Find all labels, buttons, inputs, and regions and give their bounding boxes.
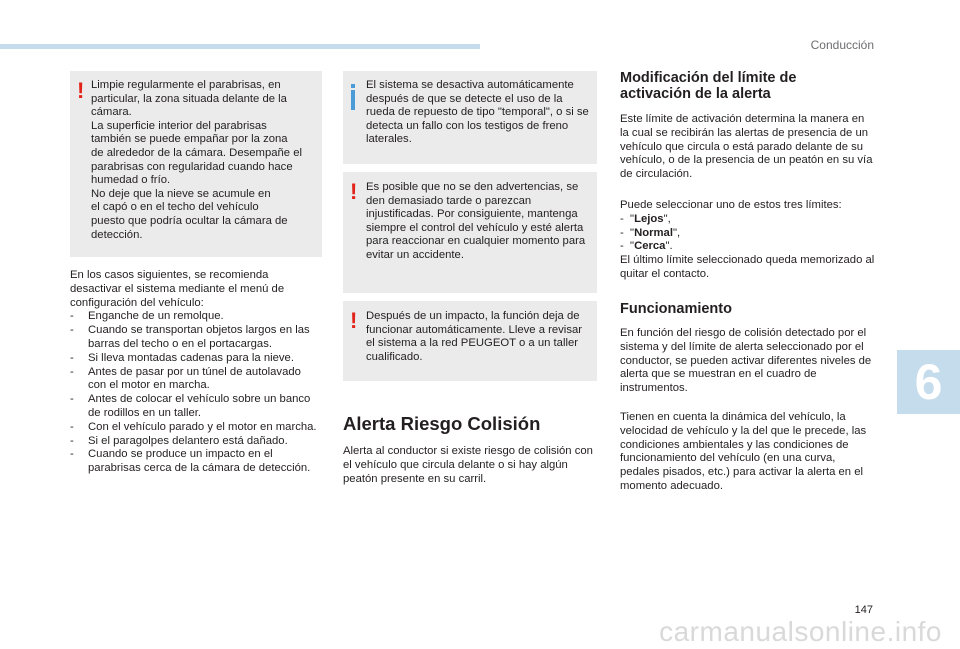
chapter-tab: 6 bbox=[897, 350, 960, 414]
section-title: Conducción bbox=[810, 38, 874, 52]
watermark: carmanualsonline.info bbox=[659, 616, 942, 647]
limit-normal: Normal bbox=[634, 226, 673, 239]
limit-heading: Modificación del límite de activación de la alerta bbox=[620, 70, 797, 102]
operation-text-1: En función del riesgo de colisión detectado por el sistema y del límite de alerta seleccionado por el conductor, se pueden activar diferentes niveles de alerta que se muestran en el cuadro de instrumentos. bbox=[620, 327, 872, 395]
limit-far: Lejos bbox=[634, 212, 664, 225]
list-item: - Si lleva montadas cadenas para la nieve. bbox=[70, 352, 322, 366]
limit-description: Este límite de activación determina la manera en la cual se recibirán las alertas de presencia de un vehículo que circula o está parado delante de su vehículo, o de la presencia de un peatón en su vía de circulación. bbox=[620, 113, 873, 181]
warning-icon: ! bbox=[350, 179, 358, 204]
limit-near: Cerca bbox=[634, 240, 666, 253]
list-item: - Enganche de un remolque. bbox=[70, 310, 322, 324]
list-item: - Si el paragolpes delantero está dañado. bbox=[70, 435, 322, 449]
collision-alert-heading: Alerta Riesgo Colisión bbox=[343, 413, 541, 434]
deactivation-cases: En los casos siguientes, se recomienda desactivar el sistema mediante el menú de configuración del vehículo: - Enganche de un remolque. - Cuando se transportan objetos largos en las barras del techo o en el portacargas. - Si lleva montadas cadenas para la nieve. - Antes de pasar por un túnel de autolavado con el motor en marcha. - Antes de colocar el vehículo sobre un banco de rodillos en un taller. - Con el vehículo parado y el motor en marcha. - Si el paragolpes delantero está dañado. - Cuando se produce un impacto en el parabrisas cerca de la cámara de detección. bbox=[70, 269, 322, 476]
list-item: - Con el vehículo parado y el motor en marcha. bbox=[70, 421, 322, 435]
operation-heading: Funcionamiento bbox=[620, 301, 732, 317]
header-bar bbox=[0, 44, 480, 49]
warning-icon: ! bbox=[77, 78, 85, 103]
list-item: - Cuando se transportan objetos largos en las barras del techo o en el portacargas. bbox=[70, 324, 322, 352]
warning-text-cleaning: Limpie regularmente el parabrisas, en particular, la zona situada delante de la cámara. La superficie interior del parabrisas también se puede empañar por la zona de alrededor de la cámara. Desempañe el parabrisas con regularidad cuando hace humedad o frío. No deje que la nieve se acumule en el capó o en el techo del vehículo puesto que podría ocultar la cámara de detección. bbox=[91, 79, 303, 241]
limit-options: Puede seleccionar uno de estos tres límites: - "Lejos", - "Normal", - "Cerca". El último límite seleccionado queda memorizado al quitar el contacto. bbox=[620, 199, 875, 280]
page-number: 147 bbox=[854, 604, 873, 616]
collision-alert-text: Alerta al conductor si existe riesgo de colisión con el vehículo que circula delante o si hay algún peatón presente en su carril. bbox=[343, 445, 593, 485]
info-icon bbox=[351, 90, 355, 110]
warning-text-impact: Después de un impacto, la función deja de funcionar automáticamente. Lleve a revisar el sistema a la red PEUGEOT o a un taller cualificado. bbox=[366, 310, 583, 363]
warning-text-advertencias: Es posible que no se den advertencias, se den demasiado tarde o parezcan injustificadas. Por consiguiente, mantenga siempre el control del vehículo y esté alerta para reaccionar en cualquier momento para evitar un accidente. bbox=[366, 181, 586, 261]
info-text: El sistema se desactiva automáticamente después de que se detecte el uso de la rueda de repuesto de tipo "temporal", o si se detecta un fallo con los testigos de freno laterales. bbox=[366, 79, 589, 146]
operation-text-2: Tienen en cuenta la dinámica del vehículo, la velocidad de vehículo y la del que le precede, las condiciones ambientales y las condiciones de funcionamiento del vehículo (en una curva, pedales pisados, etc.) para activar la alerta en el momento adecuado. bbox=[620, 411, 867, 492]
list-item: - Antes de colocar el vehículo sobre un banco de rodillos en un taller. bbox=[70, 393, 322, 421]
warning-icon: ! bbox=[350, 308, 358, 333]
list-item: - Antes de pasar por un túnel de autolavado con el motor en marcha. bbox=[70, 366, 322, 394]
list-item: - Cuando se produce un impacto en el parabrisas cerca de la cámara de detección. bbox=[70, 448, 322, 476]
